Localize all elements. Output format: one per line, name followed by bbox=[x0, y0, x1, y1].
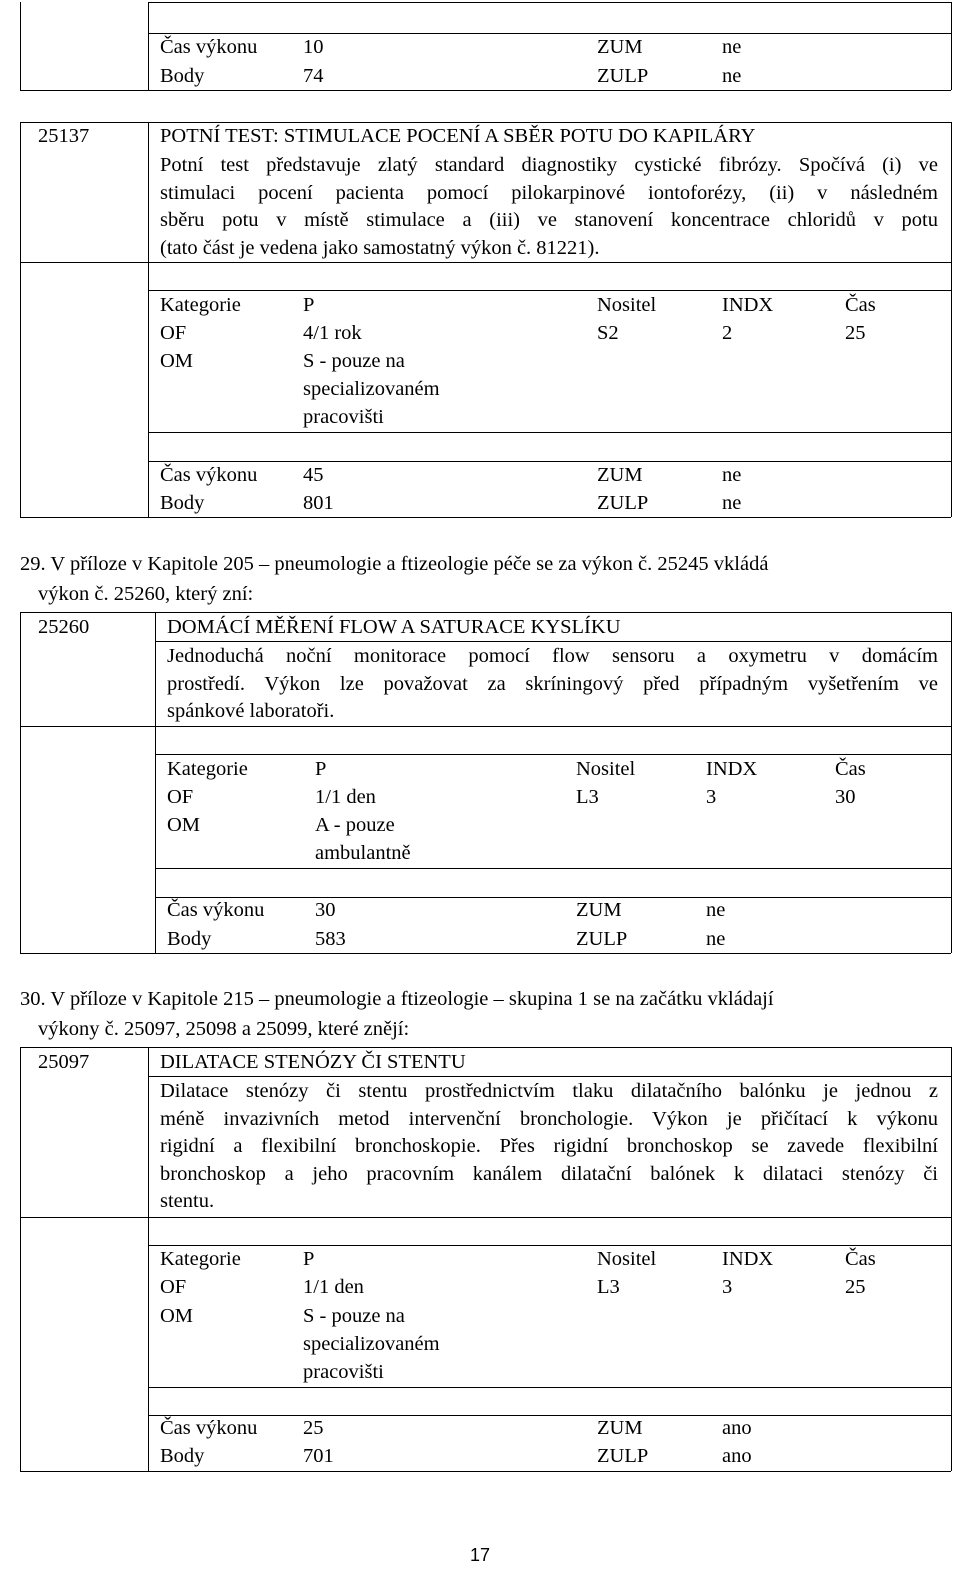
procedure-description bbox=[160, 152, 938, 262]
description-line: prostředí. Výkon lze považovat za skríningový před případným vyšetřením ve bbox=[167, 672, 938, 695]
zulp-value: ne bbox=[722, 492, 742, 514]
description-line: rigidní a flexibilní bronchoskopie. Přes rigidní bronchoskop se zavede flexibilní bbox=[160, 1135, 938, 1158]
item-29-line2: výkon č. 25260, který zní: bbox=[38, 583, 254, 605]
zulp-value: ne bbox=[722, 65, 742, 87]
body-value: 701 bbox=[303, 1445, 334, 1467]
body-value: 74 bbox=[303, 65, 324, 87]
header-nositel: Nositel bbox=[597, 294, 657, 316]
zum-value: ne bbox=[722, 36, 742, 58]
description-line: Jednoduchá noční monitorace pomocí flow sensoru a oxymetru v domácím bbox=[167, 645, 938, 667]
om-value-line: ambulantně bbox=[315, 842, 411, 864]
procedure-title: DILATACE STENÓZY ČI STENTU bbox=[160, 1051, 466, 1073]
header-p: P bbox=[303, 1248, 315, 1270]
header-cas: Čas bbox=[845, 294, 876, 316]
om-label: OM bbox=[160, 1305, 194, 1327]
indx-value: 2 bbox=[722, 322, 733, 344]
header-p: P bbox=[303, 294, 315, 316]
body-label: Body bbox=[167, 928, 212, 950]
zum-label: ZUM bbox=[597, 36, 643, 58]
of-p-value: 1/1 den bbox=[303, 1276, 364, 1298]
of-label: OF bbox=[167, 786, 194, 808]
zulp-label: ZULP bbox=[576, 928, 628, 950]
zum-value: ano bbox=[722, 1417, 752, 1439]
header-nositel: Nositel bbox=[597, 1248, 657, 1270]
om-value-line: specializovaném bbox=[303, 378, 440, 400]
header-nositel: Nositel bbox=[576, 758, 636, 780]
procedure-description bbox=[167, 643, 938, 726]
cas-vykonu-label: Čas výkonu bbox=[160, 1417, 258, 1439]
zum-value: ne bbox=[722, 464, 742, 486]
zulp-value: ne bbox=[706, 928, 726, 950]
cas-vykonu-value: 10 bbox=[303, 36, 324, 58]
om-value-line: A - pouze bbox=[315, 814, 395, 836]
description-line: stimulaci pocení pacienta pomocí pilokarpinové iontoforézy, (ii) v následném bbox=[160, 181, 938, 204]
zum-value: ne bbox=[706, 899, 726, 921]
header-kategorie: Kategorie bbox=[167, 758, 248, 780]
procedure-code: 25137 bbox=[38, 125, 90, 147]
of-p-value: 1/1 den bbox=[315, 786, 376, 808]
nositel-value: L3 bbox=[576, 786, 599, 808]
description-line: stentu. bbox=[160, 1190, 215, 1213]
cas-vykonu-value: 30 bbox=[315, 899, 336, 921]
indx-value: 3 bbox=[706, 786, 717, 808]
cas-vykonu-label: Čas výkonu bbox=[167, 899, 265, 921]
description-line: sběru potu v místě stimulace a (iii) ve stanovení koncentrace chloridů v potu bbox=[160, 209, 938, 232]
description-line: bronchoskop a jeho pracovním kanálem dilatační balónek k dilataci stenózy či bbox=[160, 1162, 938, 1185]
description-line: méně invazivních metod intervenční bronchologie. Výkon je přičítací k výkonu bbox=[160, 1107, 938, 1130]
header-kategorie: Kategorie bbox=[160, 1248, 241, 1270]
header-indx: INDX bbox=[722, 1248, 774, 1270]
indx-value: 3 bbox=[722, 1276, 733, 1298]
item-30-line2: výkony č. 25097, 25098 a 25099, které znějí: bbox=[38, 1018, 410, 1040]
om-label: OM bbox=[160, 350, 194, 372]
description-line: Dilatace stenózy či stentu prostřednictvím tlaku dilatačního balónku je jednou z bbox=[160, 1080, 938, 1102]
om-value-line: S - pouze na bbox=[303, 1305, 405, 1327]
procedure-title: POTNÍ TEST: STIMULACE POCENÍ A SBĚR POTU DO KAPILÁRY bbox=[160, 125, 756, 147]
body-label: Body bbox=[160, 492, 205, 514]
header-kategorie: Kategorie bbox=[160, 294, 241, 316]
cas-value: 25 bbox=[845, 1276, 866, 1298]
header-indx: INDX bbox=[706, 758, 758, 780]
om-label: OM bbox=[167, 814, 201, 836]
item-30-line1: 30. V příloze v Kapitole 215 – pneumologie a ftizeologie – skupina 1 se na začátku vkládají bbox=[20, 988, 774, 1010]
om-value-line: pracovišti bbox=[303, 406, 384, 428]
body-value: 801 bbox=[303, 492, 334, 514]
page-number: 17 bbox=[469, 1545, 491, 1565]
cas-vykonu-label: Čas výkonu bbox=[160, 464, 258, 486]
header-cas: Čas bbox=[835, 758, 866, 780]
body-label: Body bbox=[160, 1445, 205, 1467]
item-29-line1: 29. V příloze v Kapitole 205 – pneumologie a ftizeologie péče se za výkon č. 25245 vkládá bbox=[20, 553, 769, 575]
zulp-label: ZULP bbox=[597, 492, 649, 514]
nositel-value: L3 bbox=[597, 1276, 620, 1298]
zum-label: ZUM bbox=[576, 899, 622, 921]
zulp-label: ZULP bbox=[597, 65, 649, 87]
description-line: (tato část je vedena jako samostatný výkon č. 81221). bbox=[160, 236, 600, 259]
om-value-line: pracovišti bbox=[303, 1361, 384, 1383]
zulp-value: ano bbox=[722, 1445, 752, 1467]
zum-label: ZUM bbox=[597, 464, 643, 486]
cas-vykonu-value: 25 bbox=[303, 1417, 324, 1439]
body-value: 583 bbox=[315, 928, 346, 950]
body-label: Body bbox=[160, 65, 205, 87]
description-line: Potní test představuje zlatý standard diagnostiky cystické fibrózy. Spočívá (i) ve bbox=[160, 154, 938, 176]
procedure-description bbox=[160, 1078, 938, 1216]
cas-value: 25 bbox=[845, 322, 866, 344]
nositel-value: S2 bbox=[597, 322, 619, 344]
procedure-code: 25097 bbox=[38, 1051, 90, 1073]
header-p: P bbox=[315, 758, 327, 780]
zum-label: ZUM bbox=[597, 1417, 643, 1439]
zulp-label: ZULP bbox=[597, 1445, 649, 1467]
om-value-line: specializovaném bbox=[303, 1333, 440, 1355]
description-line: spánkové laboratoři. bbox=[167, 700, 335, 723]
of-label: OF bbox=[160, 1276, 187, 1298]
header-indx: INDX bbox=[722, 294, 774, 316]
cas-vykonu-value: 45 bbox=[303, 464, 324, 486]
header-cas: Čas bbox=[845, 1248, 876, 1270]
cas-value: 30 bbox=[835, 786, 856, 808]
om-value-line: S - pouze na bbox=[303, 350, 405, 372]
of-label: OF bbox=[160, 322, 187, 344]
of-p-value: 4/1 rok bbox=[303, 322, 362, 344]
procedure-code: 25260 bbox=[38, 616, 90, 638]
procedure-title: DOMÁCÍ MĚŘENÍ FLOW A SATURACE KYSLÍKU bbox=[167, 616, 621, 638]
cas-vykonu-label: Čas výkonu bbox=[160, 36, 258, 58]
